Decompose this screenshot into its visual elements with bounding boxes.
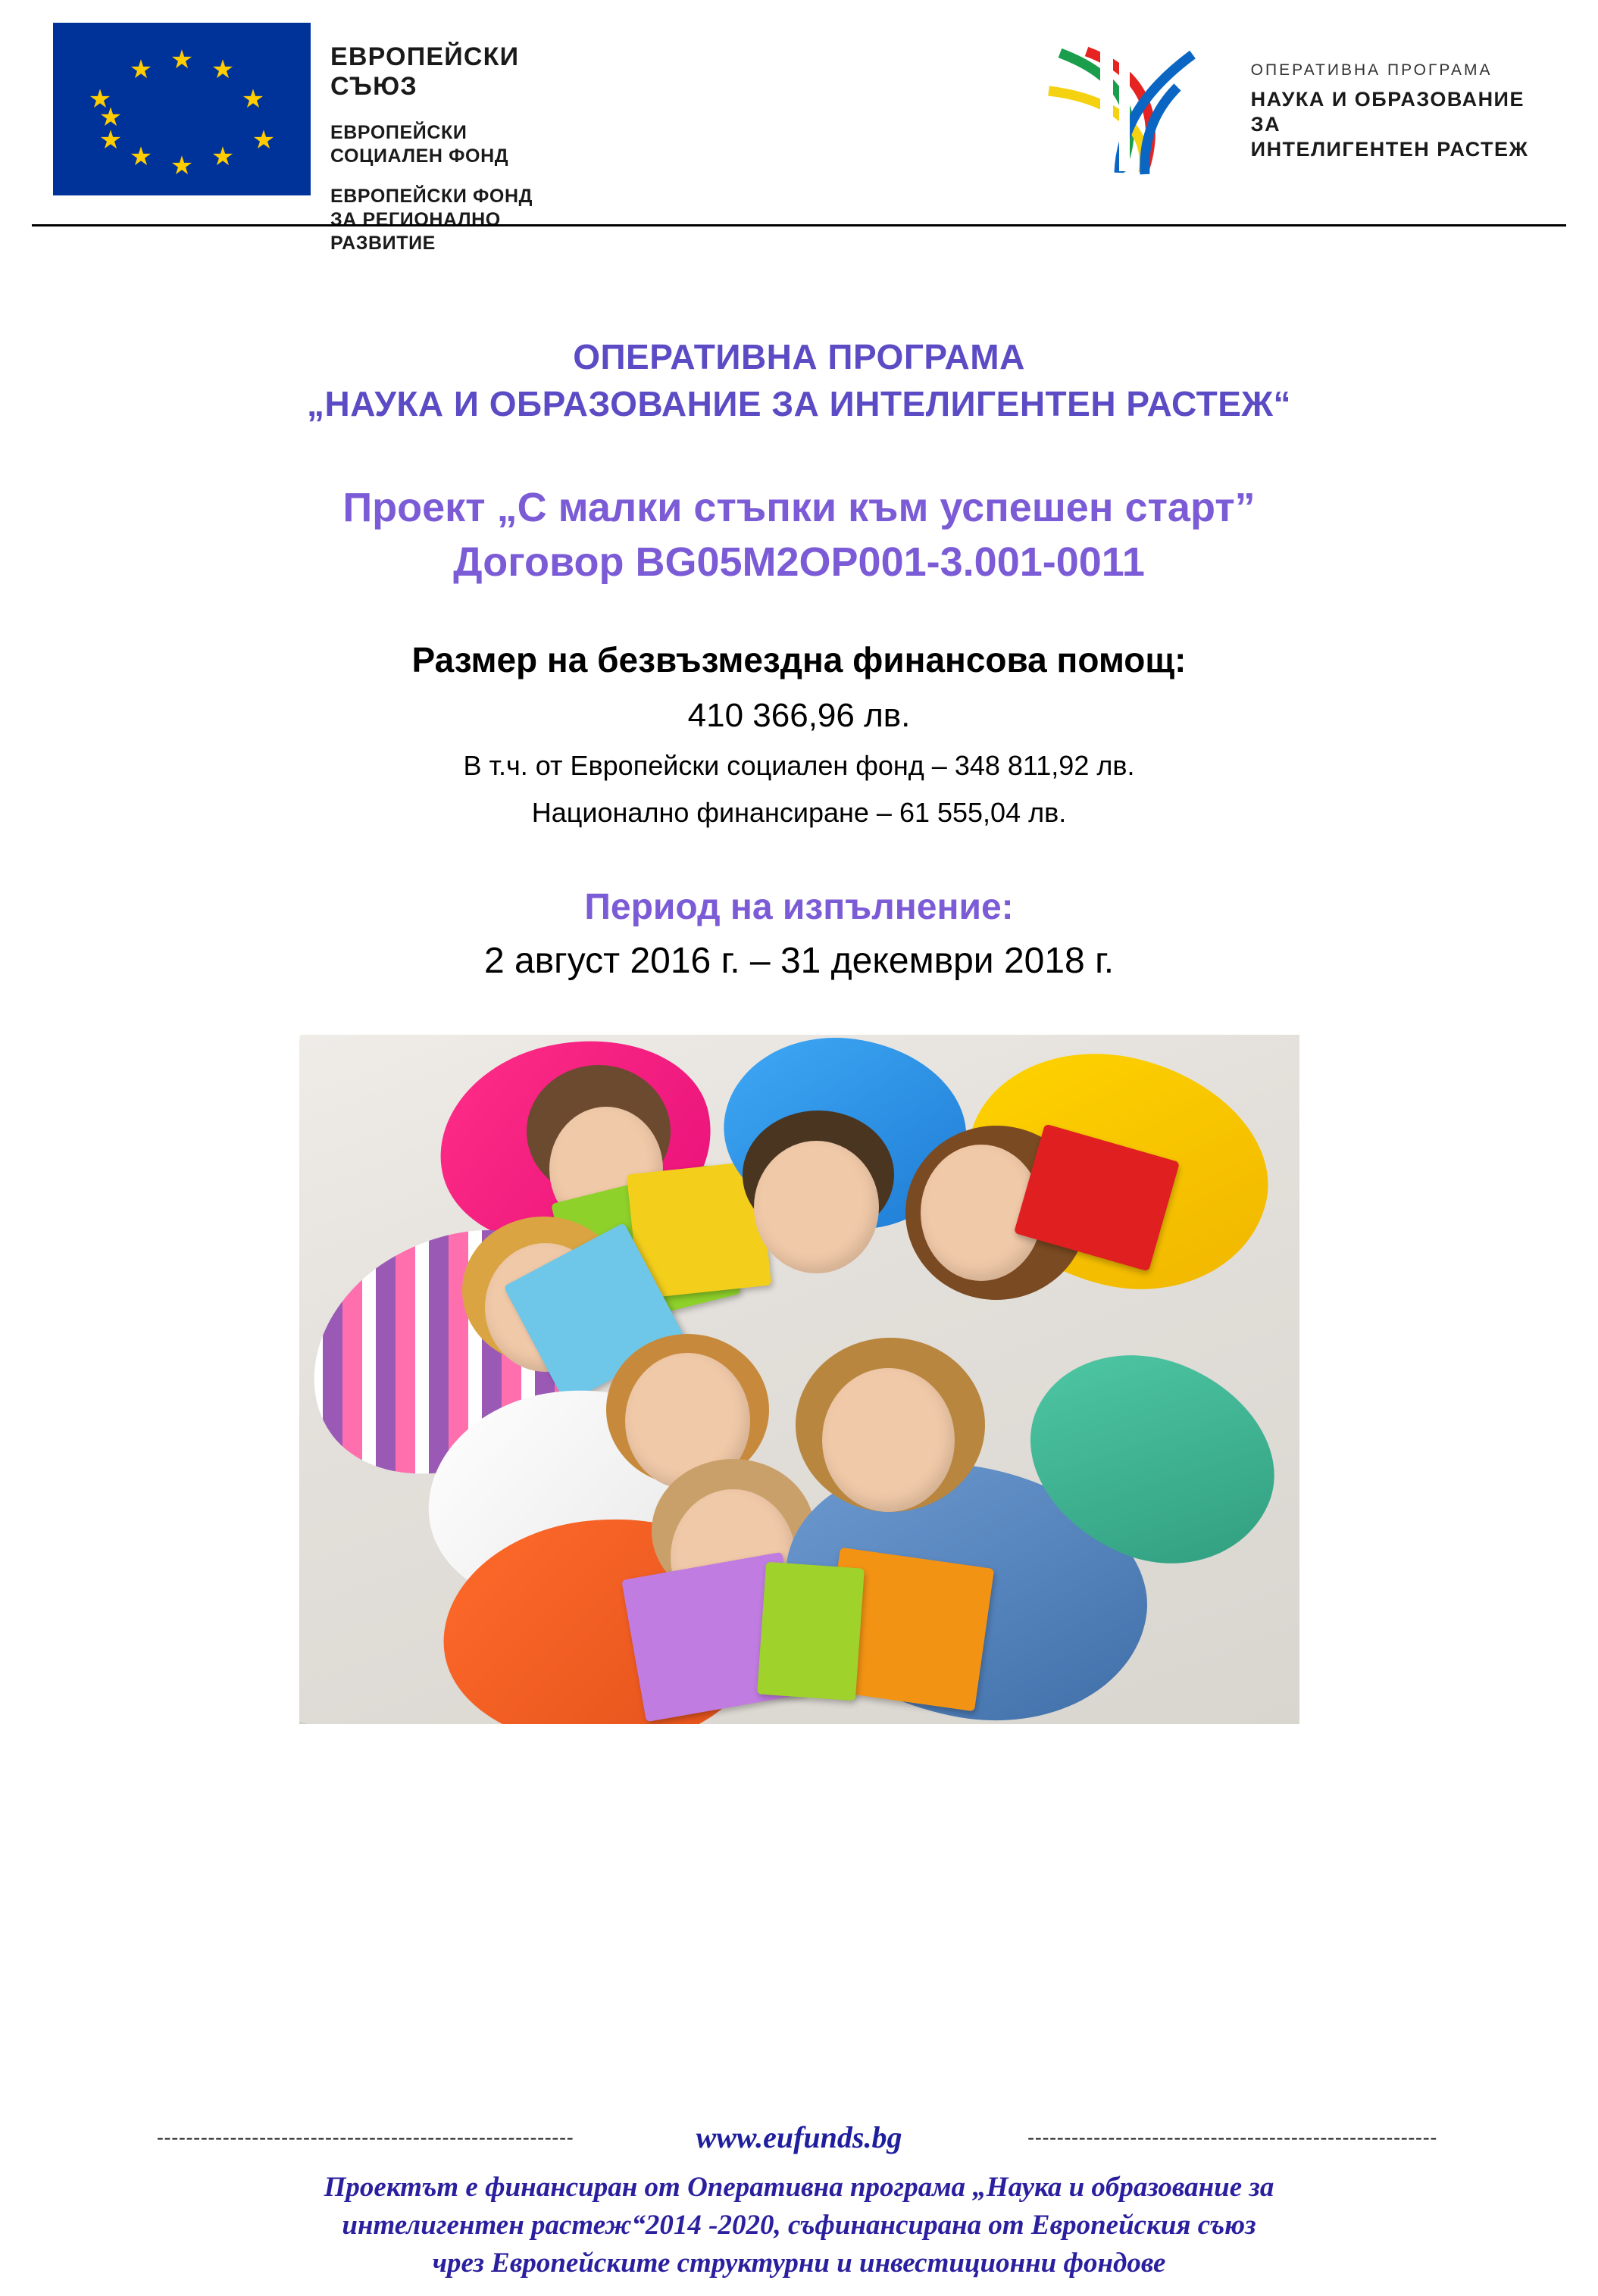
eu-erdf-label (330, 185, 605, 255)
op-ribbon-svg (1030, 45, 1234, 178)
children-photo (299, 1035, 1299, 1724)
contract-number: Договор BG05M2OP001-3.001-0011 (453, 539, 1145, 585)
eu-erdf-line1: ЕВРОПЕЙСКИ ФОНД (330, 186, 533, 207)
document-footer (0, 2120, 1598, 2282)
footer-url-line (0, 2120, 1598, 2155)
grant-esf-amount: В т.ч. от Европейски социален фонд – 348 811,92 лв. (463, 750, 1135, 781)
eu-esf-line2: СОЦИАЛЕН ФОНД (330, 145, 509, 167)
document-header (0, 0, 1598, 254)
op-big-line1: НАУКА И ОБРАЗОВАНИЕ ЗА (1250, 88, 1525, 136)
period-heading: Период на изпълнение: (584, 887, 1014, 927)
op-ribbon-icon (1030, 45, 1234, 178)
eu-esf-line1: ЕВРОПЕЙСКИ (330, 122, 468, 143)
program-title-line2: „НАУКА И ОБРАЗОВАНИЕ ЗА ИНТЕЛИГЕНТЕН РАСТЕЖ“ (307, 384, 1291, 423)
project-name: Проект „С малки стъпки към успешен старт” (342, 485, 1256, 530)
grant-total-amount: 410 366,96 лв. (687, 697, 911, 734)
eu-emblem-block (53, 23, 605, 272)
project-title (0, 480, 1598, 589)
footer-dashes-left: --------------------------------------------------------- (157, 2126, 574, 2148)
grant-heading: Размер на безвъзмездна финансова помощ: (411, 640, 1187, 679)
op-big-label (1251, 87, 1553, 162)
header-divider (32, 224, 1566, 226)
op-text-block (1251, 61, 1553, 162)
footer-disclaimer-line2: интелигентен растеж“2014 -2020, съфинансирана от Европейския съюз (342, 2210, 1256, 2241)
photo-book-lime (757, 1562, 865, 1701)
document-body (0, 220, 1598, 1724)
footer-disclaimer-line1: Проектът е финансиран от Оперативна програма „Наука и образование за (324, 2172, 1274, 2203)
program-title-line1: ОПЕРАТИВНА ПРОГРАМА (573, 337, 1025, 376)
photo-child-blue-head (754, 1141, 879, 1273)
op-logo-block (1030, 23, 1553, 178)
op-small-label: ОПЕРАТИВНА ПРОГРАМА (1250, 61, 1493, 79)
footer-dashes-right: -------------------------------------------------------- (1027, 2126, 1438, 2148)
header-logos-row (45, 23, 1553, 254)
eu-erdf-line2: ЗА РЕГИОНАЛНО РАЗВИТИЕ (330, 209, 501, 254)
footer-disclaimer (0, 2169, 1598, 2282)
period-dates: 2 август 2016 г. – 31 декември 2018 г. (483, 941, 1115, 981)
op-big-line2: ИНТЕЛИГЕНТЕН РАСТЕЖ (1250, 138, 1529, 161)
grant-national-amount: Национално финансиране – 61 555,04 лв. (531, 797, 1067, 828)
footer-disclaimer-line3: чрез Европейските структурни и инвестиционни фондове (432, 2248, 1166, 2279)
program-title (0, 333, 1598, 427)
eufunds-link[interactable]: www.eufunds.bg (696, 2120, 902, 2154)
photo-child-denim-head (822, 1368, 955, 1512)
eu-flag-icon: ★ ★ ★ ★ ★ ★ ★ ★ ★ ★ ★ (53, 23, 311, 195)
eu-title: ЕВРОПЕЙСКИ СЪЮЗ (330, 42, 520, 101)
eu-text-block (330, 23, 605, 272)
eu-esf-label (330, 121, 605, 168)
